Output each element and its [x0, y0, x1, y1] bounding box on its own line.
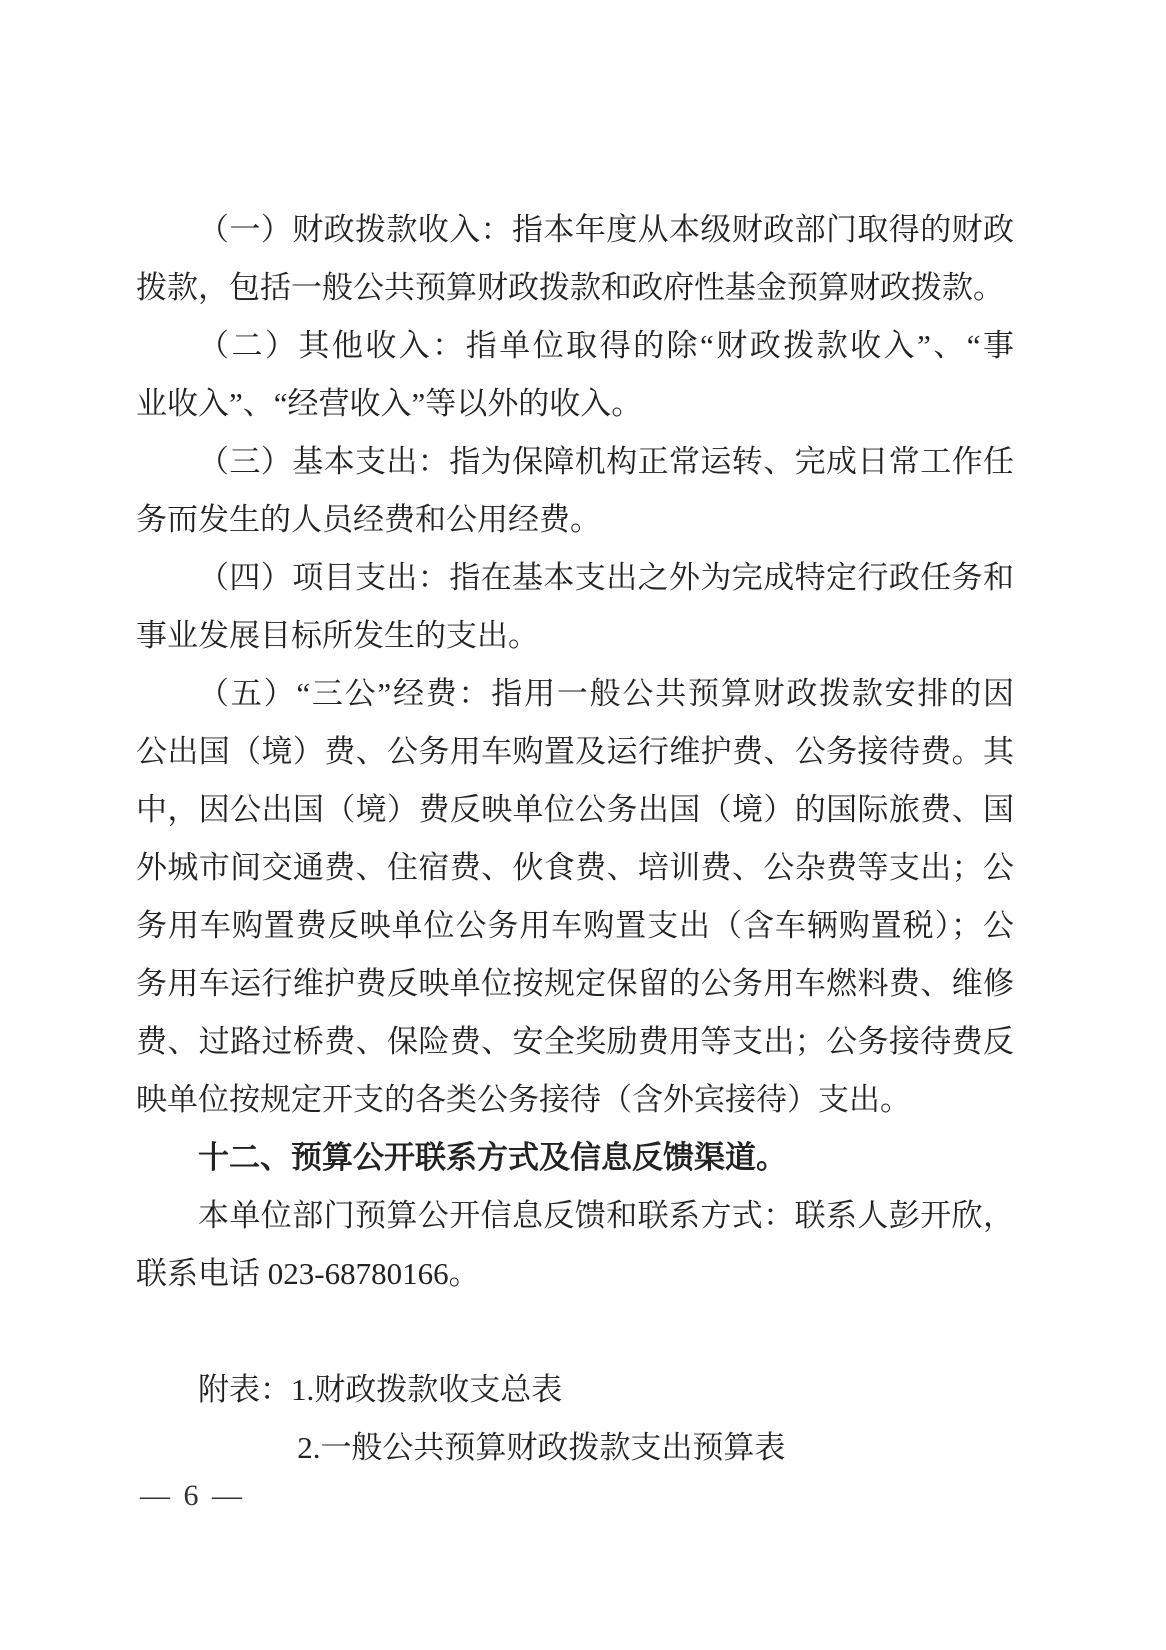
text-line: 外城市间交通费、住宿费、伙食费、培训费、公杂费等支出；公 — [136, 850, 1014, 885]
text-line: （二）其他收入：指单位取得的除“财政拨款收入”、“事 — [198, 328, 1014, 363]
text-line: 附表：1.财政拨款收支总表 — [198, 1372, 563, 1407]
text-line: 本单位部门预算公开信息反馈和联系方式：联系人彭开欣， — [198, 1198, 1014, 1233]
text-line: 业收入”、“经营收入”等以外的收入。 — [136, 386, 643, 421]
text-line: （五）“三公”经费：指用一般公共预算财政拨款安排的因 — [198, 676, 1014, 711]
section-heading-line: 十二、预算公开联系方式及信息反馈渠道。 — [198, 1140, 787, 1175]
text-line: 务用车运行维护费反映单位按规定保留的公务用车燃料费、维修 — [136, 966, 1014, 1001]
text-line: 公出国（境）费、公务用车购置及运行维护费、公务接待费。其 — [136, 734, 1014, 769]
text-line: 务而发生的人员经费和公用经费。 — [136, 502, 601, 537]
text-line: 务用车购置费反映单位公务用车购置支出（含车辆购置税）；公 — [136, 908, 1014, 943]
text-line: （三）基本支出：指为保障机构正常运转、完成日常工作任 — [198, 444, 1014, 479]
text-line: 映单位按规定开支的各类公务接待（含外宾接待）支出。 — [136, 1082, 911, 1117]
text-line: 事业发展目标所发生的支出。 — [136, 618, 539, 653]
page-number: — 6 — — [140, 1479, 245, 1512]
blank-line — [136, 1303, 1014, 1361]
document-body — [136, 201, 1014, 1477]
text-line: 费、过路过桥费、保险费、安全奖励费用等支出；公务接待费反 — [136, 1024, 1014, 1059]
text-line: 中，因公出国（境）费反映单位公务出国（境）的国际旅费、国 — [136, 792, 1014, 827]
text-line: （一）财政拨款收入：指本年度从本级财政部门取得的财政 — [198, 212, 1014, 247]
text-line: 2.一般公共预算财政拨款支出预算表 — [297, 1430, 786, 1465]
text-line: 联系电话 023-68780166。 — [136, 1256, 480, 1291]
text-line: 拨款，包括一般公共预算财政拨款和政府性基金预算财政拨款。 — [136, 270, 1004, 305]
text-line: （四）项目支出：指在基本支出之外为完成特定行政任务和 — [198, 560, 1014, 595]
